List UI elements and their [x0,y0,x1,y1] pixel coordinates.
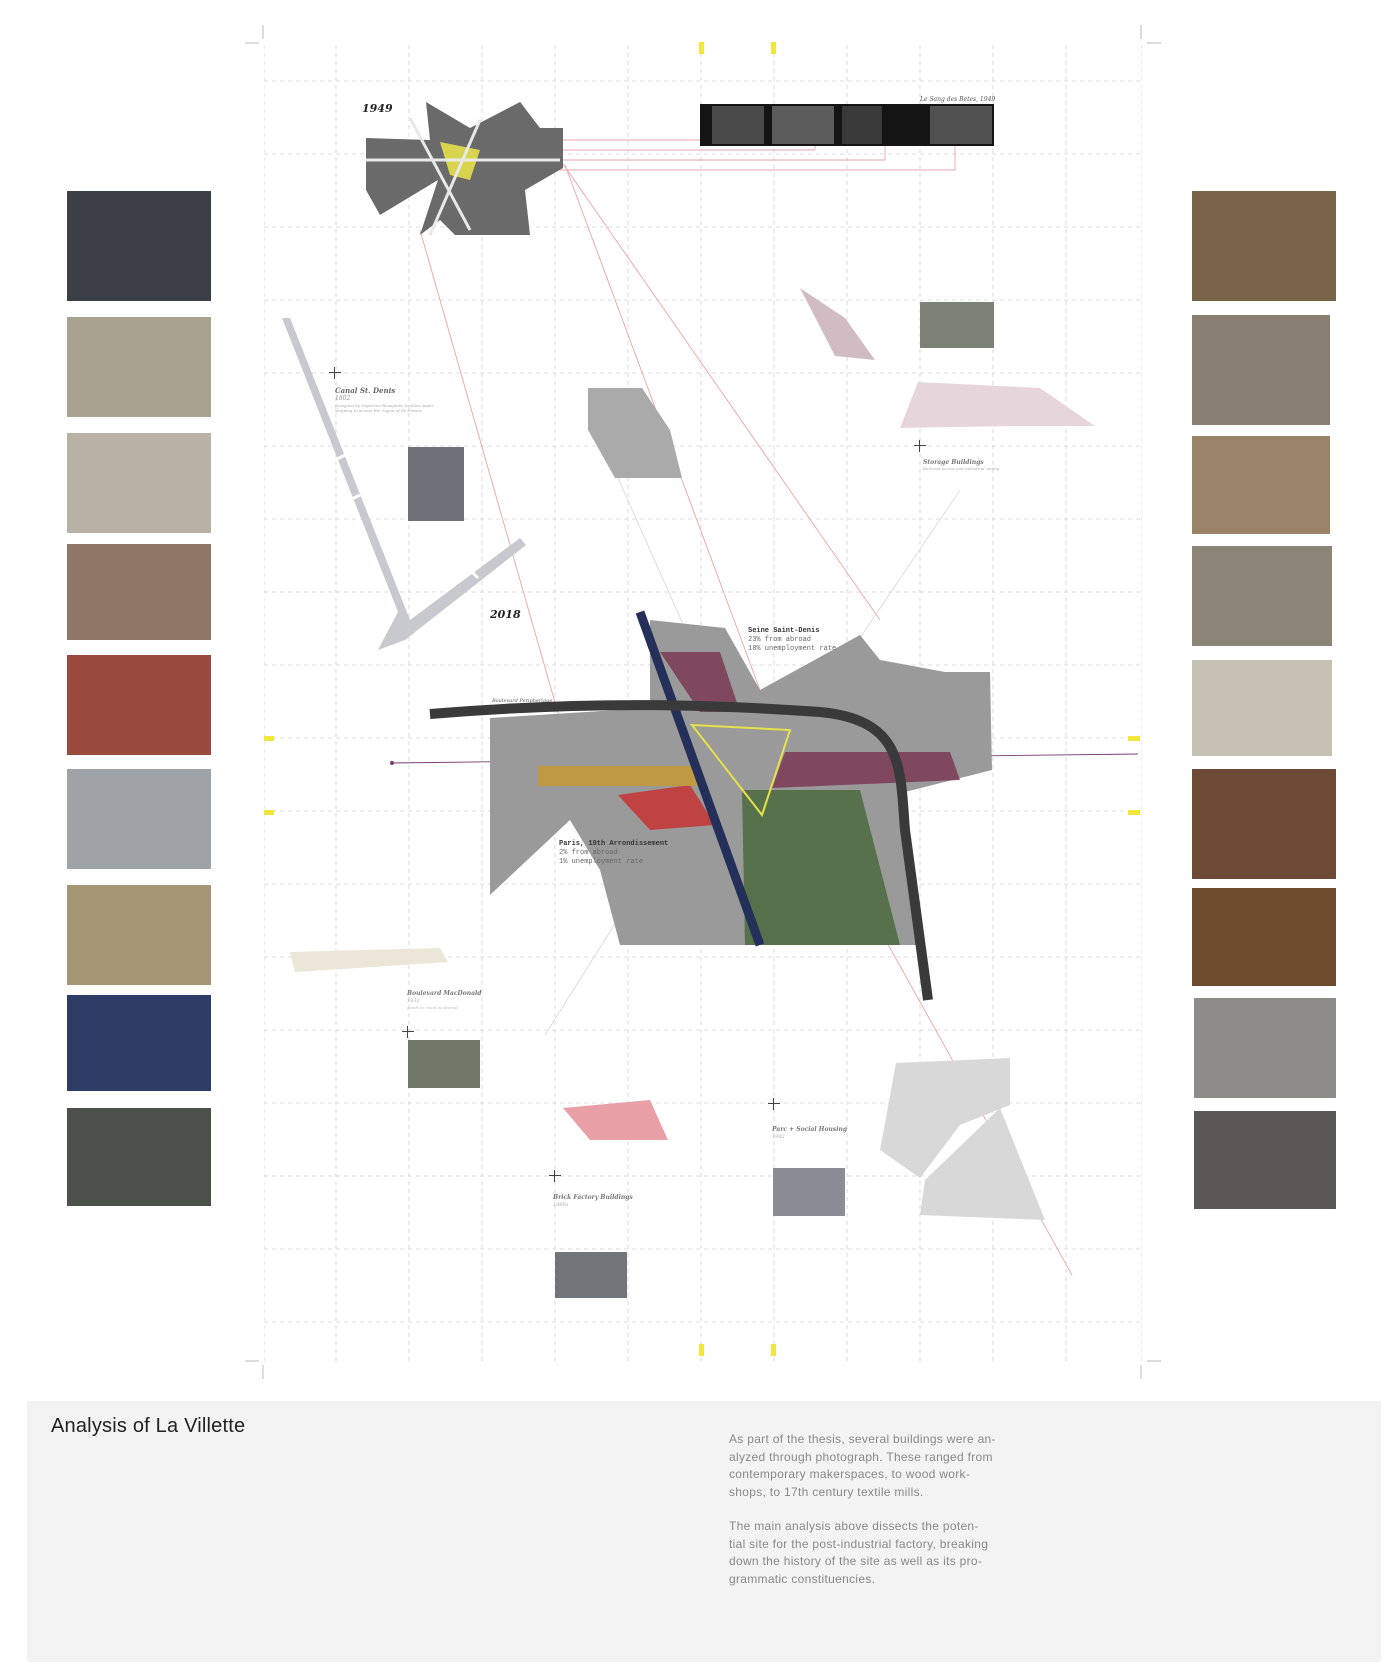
photo-loom-threads [1192,191,1336,301]
photo-open-hall [1194,1111,1336,1209]
year-2018-label: 2018 [490,608,521,621]
storage-label: Storage Buildings [923,459,984,466]
photo-thumbnail [773,1168,845,1216]
map-2018 [430,612,992,1000]
photo-thumbnail [408,1040,480,1088]
photo-thumbnail [555,1252,627,1298]
photo-printer-shop [67,1108,211,1206]
seine-title: Seine Saint-Denis [748,627,820,635]
macdonald-label: Boulevard MacDonald [407,990,482,997]
photo-cnc-room [67,769,211,869]
description [729,1431,1029,1605]
film-strip-1949 [700,104,994,146]
photo-studio-tables [1192,546,1332,646]
photo-industrial-yard [67,191,211,301]
photo-thumbnail [920,302,994,348]
marker-cross [549,1170,561,1182]
film-caption: Le Sang des Betes, 1949 [920,96,996,103]
macdonald-note: goods to retail incidental [407,1005,458,1010]
storage-note: Railroad access and industrial zoning [923,466,1000,471]
paris-line1: 2% from abroad [559,849,618,857]
map-1949 [366,102,563,235]
marker-cross [914,440,926,452]
parc-year: 1982 [772,1134,785,1140]
photo-wood-shop [67,885,211,985]
brick-year: 1860s [553,1202,569,1208]
marker-cross [329,367,341,379]
paris-title: Paris, 19th Arrondissement [559,840,669,848]
year-1949-label: 1949 [362,102,393,115]
marker-cross [768,1098,780,1110]
seine-line2: 18% unemployment rate [748,645,837,653]
photo-atelier-desks [1194,998,1336,1098]
parc-label: Parc + Social Housing [772,1126,848,1133]
page-title: Analysis of La Villette [51,1415,246,1437]
paris-line2: 1% unemployment rate [559,858,644,866]
photo-wooden-loom [1192,436,1330,534]
photo-brick-hall [67,544,211,640]
photo-weaving-frames [1192,315,1330,425]
marker-cross [402,1026,414,1038]
seine-line1: 23% from abroad [748,636,812,644]
canal-year: 1802 [335,395,351,402]
photo-blue-factory [67,995,211,1091]
photo-mill-beams [1192,888,1336,986]
photo-textile-mill [1192,769,1336,879]
description-paragraph-1: As part of the thesis, several buildings were an- alyzed through photograph. These ranged from contemporary makerspaces, to wood work- shops, to 17th century textile mills. [729,1432,996,1499]
photo-red-curtain [67,655,211,755]
peripherique-label: Boulevard Peripherique [492,698,553,704]
photo-workshop [67,433,211,533]
description-paragraph-2: The main analysis above dissects the poten- tial site for the post-industrial factory, breaking down the history of the site as well as its pro- grammatic constituencies. [729,1519,989,1586]
brick-label: Brick Factory Buildings [553,1194,633,1201]
macdonald-year: 1932 [407,998,420,1004]
photo-thumbnail [408,447,464,521]
caption-panel [27,1401,1381,1662]
canal-label: Canal St. Denis [335,386,396,395]
photo-makerspace [67,317,211,417]
photo-maker-studio [1192,660,1332,756]
canal-note: Designed by Napoleon Bonaparte to allow water shipping to access the region of Ile-France [335,403,434,413]
